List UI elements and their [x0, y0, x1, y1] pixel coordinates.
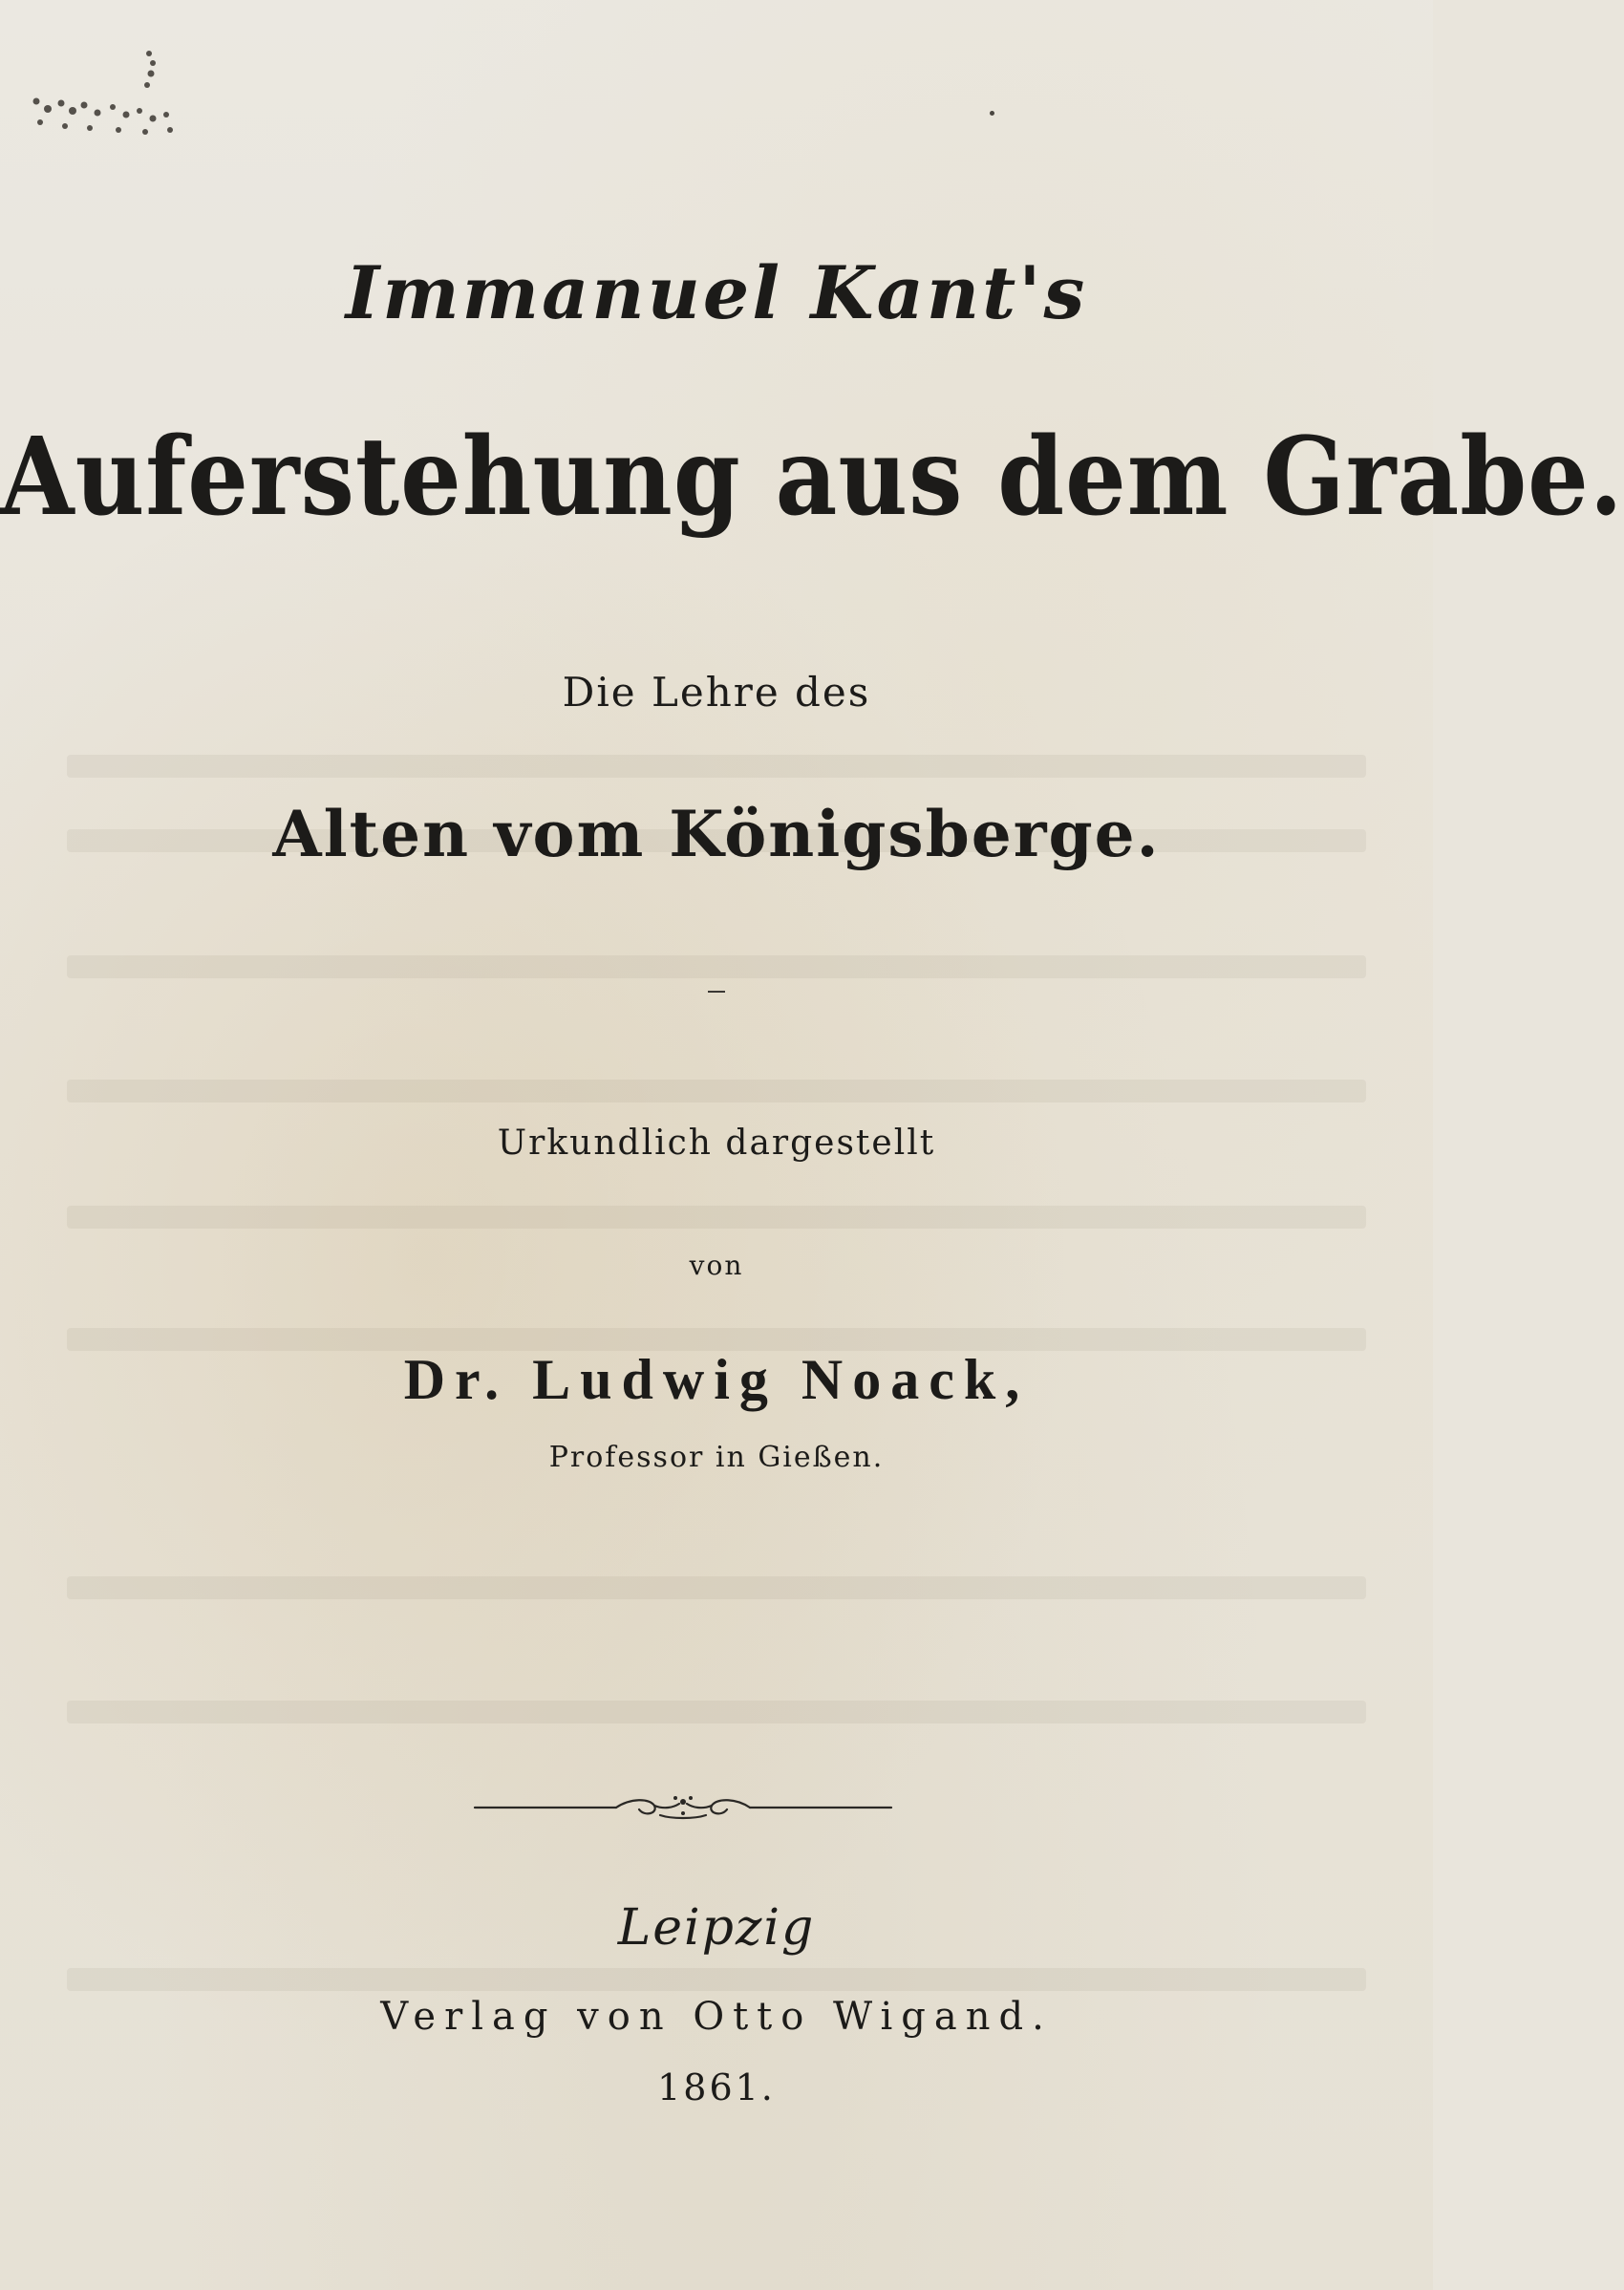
bleed-through-line [67, 1968, 1366, 1991]
subtitle-line-1: Die Lehre des [562, 669, 871, 716]
bleed-through-line [67, 1206, 1366, 1229]
separator-dash [708, 991, 725, 993]
decorative-ornament [473, 1787, 893, 1829]
perforation-stamp-mark [27, 42, 180, 157]
bleed-through-line [67, 1080, 1366, 1102]
bleed-through-line [67, 955, 1366, 978]
title-main: Auferstehung aus dem Grabe. [0, 413, 1624, 541]
documentation-note: Urkundlich dargestellt [497, 1124, 936, 1163]
ink-speck [990, 111, 994, 116]
bleed-through-line [67, 755, 1366, 778]
subtitle-line-2: Alten vom Königsberge. [272, 797, 1161, 871]
publisher: Verlag von Otto Wigand. [380, 1995, 1053, 2039]
by-label: von [689, 1250, 744, 1281]
publication-city: Leipzig [617, 1899, 816, 1957]
author-title: Professor in Gießen. [548, 1441, 885, 1474]
author-name: Dr. Ludwig Noack, [403, 1348, 1030, 1411]
bleed-through-line [67, 1701, 1366, 1723]
publication-year: 1861. [657, 2066, 776, 2108]
title-top: Immanuel Kant's [345, 250, 1088, 335]
bleed-through-line [67, 1576, 1366, 1599]
